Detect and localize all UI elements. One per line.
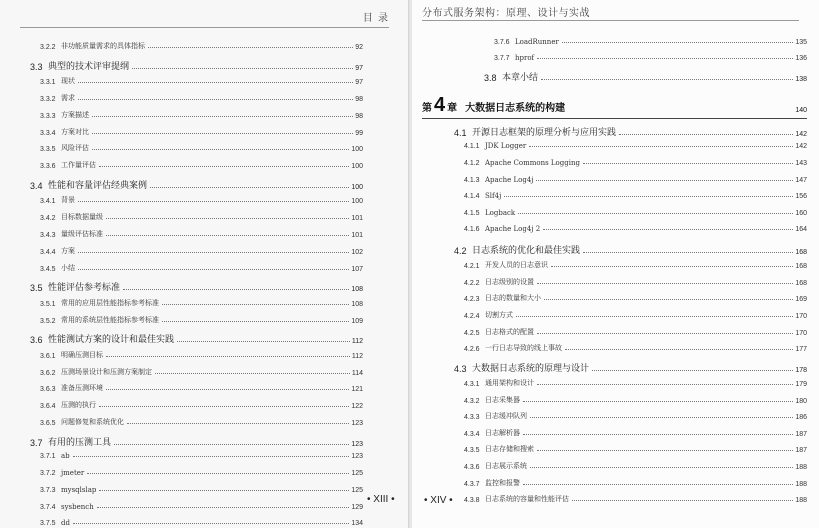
- page-ref: 135: [795, 39, 807, 46]
- toc-subsection: [464, 277, 807, 287]
- toc-subsection: [40, 160, 363, 170]
- section-number: 3.5.1: [40, 300, 56, 308]
- toc-subsection: [40, 298, 363, 308]
- leader: [529, 146, 793, 147]
- toc-subsection: [40, 315, 363, 325]
- toc-subsection: [40, 383, 363, 393]
- leader: [537, 333, 793, 334]
- leader: [132, 68, 353, 69]
- section-title: 日志存储和搜索: [485, 445, 534, 454]
- leader: [530, 467, 793, 468]
- section-number: 4.2.4: [464, 313, 480, 320]
- section-title: 切割方式: [485, 311, 513, 319]
- section-number: 3.7.1: [40, 453, 56, 461]
- page-ref: 108: [351, 286, 363, 294]
- leader: [619, 134, 793, 135]
- toc-subsection: [464, 209, 807, 217]
- leader: [572, 500, 793, 501]
- section-number: 3.7.6: [494, 39, 510, 46]
- section-number: 4.3.7: [464, 480, 480, 488]
- section-number: 3.6.2: [40, 369, 56, 377]
- toc-subsection: [40, 486, 363, 494]
- section-title: 工作量评估: [61, 161, 96, 170]
- section-title: 性能测试方案的设计和最佳实践: [48, 335, 175, 346]
- page-ref: 97: [355, 79, 363, 87]
- section-number: 4.3.4: [464, 430, 480, 438]
- section-number: 3.8: [484, 72, 497, 83]
- section-title: 准备压测环境: [61, 384, 103, 393]
- toc-subsection: [464, 461, 807, 471]
- section-title: 一行日志导致的线上事故: [485, 344, 562, 353]
- section-title: 典型的技术评审提纲: [48, 61, 130, 72]
- section-title: 日志系统的优化和最佳实践: [472, 245, 581, 256]
- section-number: 3.4.1: [40, 198, 56, 206]
- leader: [73, 523, 349, 524]
- toc-subsection: [40, 519, 363, 527]
- leader: [78, 201, 349, 202]
- toc-subsection: [464, 343, 807, 353]
- toc-subsection: [40, 229, 363, 239]
- page-ref: 142: [795, 131, 807, 138]
- leader: [518, 213, 793, 214]
- section-number: 4.3.5: [464, 447, 480, 455]
- section-number: 4.1.5: [464, 209, 480, 217]
- page-number: • XIV •: [424, 495, 453, 506]
- toc-subsection: [40, 143, 363, 153]
- page-ref: 136: [795, 54, 807, 62]
- leader: [536, 180, 793, 181]
- leader: [523, 484, 793, 485]
- page-ref: 160: [795, 209, 807, 217]
- page-ref: 180: [795, 397, 807, 405]
- leader: [537, 58, 793, 59]
- section-number: 4.2.5: [464, 329, 480, 337]
- page-ref: 108: [351, 300, 363, 308]
- chapter-rule: [422, 118, 807, 119]
- section-title: 日志的数量和大小: [485, 294, 541, 303]
- page-ref: 168: [795, 279, 807, 287]
- leader: [92, 133, 353, 134]
- section-number: 3.7.3: [40, 486, 56, 494]
- leader: [127, 423, 349, 424]
- page-ref: 109: [351, 317, 363, 325]
- section-number: 4.3.2: [464, 397, 480, 405]
- section-title: 开源日志框架的原理分析与应用实践: [472, 128, 617, 138]
- leader: [150, 187, 349, 188]
- section-number: 4.1.3: [464, 176, 480, 184]
- section-number: 3.4.3: [40, 232, 56, 239]
- leader: [562, 42, 794, 43]
- section-title: 性能和容量评估经典案例: [48, 180, 148, 191]
- section-title: Logback: [485, 208, 516, 217]
- section-number: 4.3: [454, 363, 467, 374]
- chapter-heading: [422, 96, 807, 114]
- leader: [123, 289, 349, 290]
- section-number: 3.3: [30, 61, 43, 72]
- header-rule: [422, 20, 799, 21]
- toc-subsection: [40, 367, 363, 377]
- leader: [583, 163, 793, 164]
- page-ref: 169: [795, 296, 807, 304]
- section-title: LoadRunner: [515, 38, 559, 46]
- chapter-page: 140: [795, 107, 807, 114]
- section-title: 通用架构和设计: [485, 379, 534, 387]
- section-number: 3.5: [30, 283, 43, 294]
- leader: [543, 229, 793, 230]
- toc-subsection: [464, 411, 807, 421]
- page-ref: 179: [795, 381, 807, 388]
- toc-subsection: [40, 400, 363, 410]
- section-number: 4.2.6: [464, 346, 480, 354]
- leader: [537, 283, 793, 284]
- leader: [537, 450, 793, 451]
- page-ref: 101: [351, 215, 363, 223]
- section-number: 3.6.5: [40, 420, 56, 427]
- toc-subsection: [40, 93, 363, 103]
- section-title: 日志解析器: [485, 428, 520, 437]
- section-title: 日志系统的容量和性能评估: [485, 495, 569, 504]
- page-ref: 143: [795, 160, 807, 167]
- leader: [544, 299, 793, 300]
- section-title: dd: [61, 519, 70, 528]
- running-head: 分布式服务架构：原理、设计与实战: [422, 8, 590, 19]
- toc-subsection: [464, 159, 807, 167]
- toc-subsection: [40, 110, 363, 120]
- section-title: Slf4j: [485, 192, 502, 201]
- toc-subsection: [464, 444, 807, 454]
- page-ref: 101: [351, 232, 363, 239]
- toc-subsection: [40, 246, 363, 256]
- leader: [106, 218, 349, 219]
- page-ref: 114: [351, 369, 363, 377]
- toc-subsection: [464, 225, 807, 233]
- toc-subsection: [40, 469, 363, 477]
- section-title: hprof: [515, 53, 535, 62]
- section-number: 4.3.6: [464, 464, 480, 471]
- page-ref: 134: [351, 520, 363, 528]
- leader: [92, 149, 349, 150]
- page-ref: 97: [355, 64, 363, 72]
- section-title: 非功能质量需求的具体指标: [61, 42, 145, 50]
- page-ref: 147: [795, 176, 807, 184]
- page-ref: 187: [795, 430, 807, 438]
- toc-subsection: [40, 127, 363, 137]
- section-title: 背景: [61, 196, 75, 205]
- page-ref: 99: [355, 129, 363, 137]
- section-number: 3.6.4: [40, 403, 56, 411]
- page-ref: 98: [355, 112, 363, 120]
- page-ref: 188: [795, 464, 807, 471]
- page-ref: 112: [351, 352, 363, 360]
- toc-section: [30, 332, 363, 345]
- section-number: 4.3.3: [464, 414, 480, 422]
- page-ref: 178: [795, 366, 807, 374]
- page-ref: 138: [795, 75, 807, 83]
- section-title: mysqlslap: [61, 485, 97, 494]
- chapter-suffix: 章: [447, 103, 458, 114]
- toc-subsection: [464, 310, 807, 320]
- page-ref: 187: [795, 447, 807, 455]
- section-number: 3.3.3: [40, 112, 56, 120]
- toc-subsection: [464, 176, 807, 184]
- toc-section: [30, 59, 363, 72]
- section-title: jmeter: [61, 469, 85, 477]
- toc-subsection: [40, 503, 363, 511]
- toc-subsection: [40, 452, 363, 460]
- page-ref: 125: [351, 470, 363, 477]
- toc-subsection: [464, 260, 807, 270]
- section-number: 3.7.2: [40, 470, 56, 477]
- section-title: 方案对比: [61, 127, 89, 136]
- page-ref: 125: [351, 486, 363, 494]
- leader: [504, 196, 793, 197]
- section-number: 4.1.2: [464, 160, 480, 167]
- leader: [106, 389, 349, 390]
- section-number: 3.3.6: [40, 163, 56, 171]
- leader: [106, 356, 350, 357]
- section-number: 3.3.2: [40, 96, 56, 103]
- leader: [530, 417, 793, 418]
- page-ref: 100: [351, 163, 363, 171]
- leader: [73, 456, 350, 457]
- page-ref: 100: [351, 183, 363, 191]
- leader: [99, 490, 349, 491]
- section-number: 3.4: [30, 180, 43, 191]
- section-title: 风险评估: [61, 144, 89, 153]
- section-title: 现状: [61, 77, 75, 86]
- section-title: 常用的应用层性能指标参考标准: [61, 298, 159, 307]
- page-ref: 186: [795, 414, 807, 422]
- page-ref: 170: [795, 313, 807, 320]
- section-title: Apache Commons Logging: [485, 159, 580, 167]
- section-number: 3.4.2: [40, 215, 56, 223]
- leader: [565, 349, 793, 350]
- section-number: 4.2.2: [464, 279, 480, 287]
- section-title: 方案: [61, 246, 75, 255]
- section-title: 本章小结: [502, 72, 539, 83]
- leader: [551, 266, 793, 267]
- page-ref: 121: [351, 386, 363, 394]
- section-title: 大数据日志系统的原理与设计: [472, 363, 590, 374]
- section-title: 明确压测目标: [61, 350, 103, 359]
- section-title: sysbench: [61, 502, 94, 511]
- page-ref: 188: [795, 480, 807, 488]
- section-number: 3.3.5: [40, 146, 56, 154]
- leader: [97, 507, 350, 508]
- section-number: 3.3.4: [40, 129, 56, 137]
- section-title: Apache Log4j 2: [485, 225, 541, 234]
- section-title: ab: [61, 452, 70, 461]
- page-ref: 123: [351, 453, 363, 461]
- page-ref: 188: [795, 497, 807, 505]
- page-ref: 98: [355, 96, 363, 103]
- section-title: 有用的压测工具: [48, 437, 112, 448]
- page-ref: 100: [351, 198, 363, 206]
- leader: [87, 473, 349, 474]
- toc-section: [30, 435, 363, 448]
- section-number: 4.2.1: [464, 263, 480, 271]
- section-title: 监控和报警: [485, 478, 520, 487]
- section-number: 3.7: [30, 437, 43, 448]
- page-ref: 170: [795, 329, 807, 337]
- section-title: JDK Logger: [485, 142, 527, 151]
- page-ref: 107: [351, 265, 363, 273]
- leader: [523, 434, 793, 435]
- toc-subsection: [494, 38, 807, 46]
- leader: [155, 373, 350, 374]
- page-ref: 164: [795, 226, 807, 234]
- section-title: 目标数据量级: [61, 213, 103, 222]
- page-ref: 168: [795, 248, 807, 256]
- section-title: 小结: [61, 263, 75, 272]
- chapter-number: 4: [434, 94, 446, 116]
- page-ref: 112: [351, 338, 363, 346]
- leader: [162, 304, 349, 305]
- section-title: 日志展示系统: [485, 462, 527, 470]
- section-title: 量级评估标准: [61, 230, 103, 238]
- section-number: 4.2: [454, 245, 467, 256]
- leader: [78, 82, 353, 83]
- toc-subsection: [40, 212, 363, 222]
- toc-section: [484, 70, 807, 83]
- page-ref: 100: [351, 146, 363, 154]
- toc-subsection: [464, 327, 807, 337]
- toc-subsection: [464, 428, 807, 438]
- toc-subsection: [40, 417, 363, 427]
- leader: [523, 401, 793, 402]
- leader: [114, 444, 349, 445]
- toc-section: [454, 361, 807, 374]
- left-page: [0, 0, 409, 528]
- section-title: 日志采集器: [485, 395, 520, 404]
- section-title: 问题修复和系统优化: [61, 418, 124, 426]
- leader: [99, 166, 349, 167]
- right-page: [412, 0, 819, 528]
- leader: [106, 235, 349, 236]
- section-title: 日志级别的设置: [485, 277, 534, 286]
- section-title: 开发人员的日志意识: [485, 261, 548, 270]
- leader: [92, 116, 353, 117]
- chapter-title: 大数据日志系统的构建: [465, 103, 566, 114]
- toc-subsection: [40, 263, 363, 273]
- page-ref: 92: [355, 44, 363, 51]
- leader: [78, 99, 353, 100]
- section-number: 3.3.1: [40, 79, 56, 87]
- section-title: 性能评估参考标准: [48, 283, 121, 294]
- section-number: 3.4.4: [40, 248, 56, 256]
- toc-subsection: [464, 142, 807, 150]
- section-title: 日志格式的配置: [485, 327, 534, 336]
- page-ref: 123: [351, 440, 363, 448]
- section-number: 4.3.8: [464, 497, 480, 505]
- section-number: 3.6.1: [40, 352, 56, 360]
- toc-subsection: [464, 192, 807, 200]
- section-title: 需求: [61, 94, 75, 102]
- section-number: 4.3.1: [464, 381, 480, 388]
- toc-section: [454, 243, 807, 256]
- leader: [592, 370, 793, 371]
- section-number: 3.7.4: [40, 503, 56, 511]
- page-ref: 177: [795, 346, 807, 354]
- toc-subsection: [40, 195, 363, 205]
- toc-subsection: [494, 54, 807, 62]
- leader: [148, 47, 353, 48]
- page-ref: 122: [351, 403, 363, 411]
- leader: [99, 406, 349, 407]
- leader: [177, 341, 350, 342]
- page-ref: 156: [795, 193, 807, 201]
- section-title: 方案描述: [61, 110, 89, 119]
- section-number: 3.6.3: [40, 386, 56, 394]
- section-number: 3.5.2: [40, 317, 56, 325]
- section-number: 4.1: [454, 128, 467, 138]
- leader: [78, 269, 349, 270]
- page-ref: 102: [351, 248, 363, 256]
- section-title: 压测的执行: [61, 401, 96, 410]
- section-number: 3.7.5: [40, 520, 56, 528]
- toc-subsection: [464, 378, 807, 388]
- leader: [516, 316, 793, 317]
- section-number: 3.6: [30, 335, 43, 346]
- header-rule: [20, 27, 389, 28]
- section-number: 3.2.2: [40, 44, 56, 51]
- page-ref: 129: [351, 503, 363, 511]
- toc-section: [454, 125, 807, 138]
- page-number: • XIII •: [367, 494, 395, 505]
- chapter-prefix: 第: [422, 103, 432, 114]
- section-number: 4.1.6: [464, 226, 480, 234]
- toc-subsection: [464, 293, 807, 303]
- section-number: 3.4.5: [40, 265, 56, 273]
- toc-section: [30, 178, 363, 191]
- section-title: 压测场景设计和压测方案制定: [61, 367, 152, 376]
- section-number: 4.1.4: [464, 193, 480, 201]
- toc-subsection: [464, 395, 807, 405]
- leader: [78, 252, 349, 253]
- leader: [583, 252, 793, 253]
- toc-subsection: [40, 41, 363, 51]
- section-number: 4.1.1: [464, 143, 480, 151]
- section-title: 日志缓冲队列: [485, 412, 527, 421]
- section-title: 常用的系统层性能指标参考标准: [61, 315, 159, 324]
- section-number: 4.2.3: [464, 296, 480, 304]
- page-ref: 123: [351, 420, 363, 427]
- toc-section: [30, 280, 363, 293]
- leader: [162, 321, 349, 322]
- leader: [537, 384, 793, 385]
- toc-subsection: [40, 350, 363, 360]
- running-head: 目 录: [362, 13, 389, 24]
- toc-subsection: [464, 478, 807, 488]
- leader: [541, 79, 793, 80]
- toc-subsection: [464, 494, 807, 504]
- page-ref: 142: [795, 143, 807, 151]
- toc-subsection: [40, 76, 363, 86]
- section-title: Apache Log4j: [485, 175, 534, 184]
- section-number: 3.7.7: [494, 54, 510, 62]
- page-ref: 168: [795, 263, 807, 271]
